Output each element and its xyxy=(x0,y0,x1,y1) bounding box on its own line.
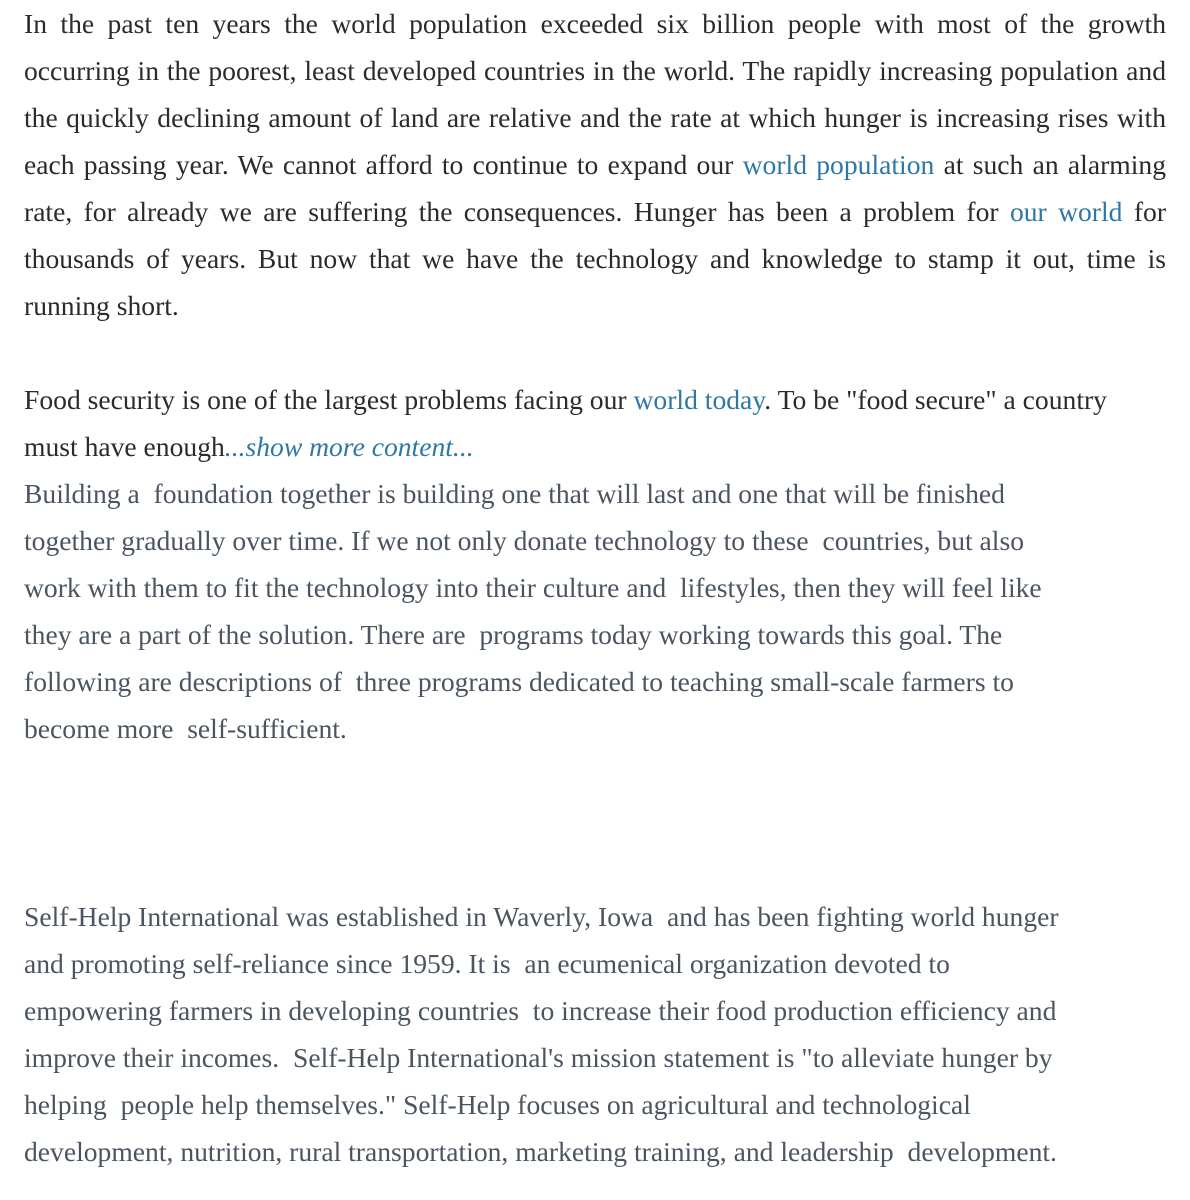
paragraph-population-text-1: In the past ten years the world population exceeded six billion people with most of the growth occurring in the poorest, least developed countries in the world. The rapidly increasing population and the quickly declining amount of land are relative and the rate at which hunger is increasing rises with each passing year. We cannot afford to continue to expand our xyxy=(24,8,1166,180)
paragraph-line: helping people help themselves." Self-Help focuses on agricultural and technological xyxy=(24,1089,971,1120)
paragraph-population-text-2: at such an alarming rate, for already we are suffering the consequences. Hunger has been a problem for xyxy=(24,149,1166,227)
paragraph-line: Building a foundation together is building one that will last and one that will be finished xyxy=(24,478,1005,509)
paragraph-line: following are descriptions of three programs dedicated to teaching small-scale farmers to xyxy=(24,666,1014,697)
paragraph-line: Self-Help International was established in Waverly, Iowa and has been fighting world hunger xyxy=(24,901,1059,932)
paragraph-line: improve their incomes. Self-Help International's mission statement is "to alleviate hunger by xyxy=(24,1042,1053,1073)
our-world-link[interactable]: our world xyxy=(1009,196,1123,227)
paragraph-line: together gradually over time. If we not only donate technology to these countries, but also xyxy=(24,525,1025,556)
paragraph-line: development, nutrition, rural transportation, marketing training, and leadership development. xyxy=(24,1136,1057,1167)
paragraph-population xyxy=(24,0,1166,329)
show-more-content-link[interactable]: ...show more content... xyxy=(224,431,474,462)
paragraph-population-text-3: for thousands of years. But now that we have the technology and knowledge to stamp it out, time is running short. xyxy=(24,196,1167,321)
paragraph-line: and promoting self-reliance since 1959. It is an ecumenical organization devoted to xyxy=(24,948,950,979)
paragraph-food-security-text-1: Food security is one of the largest problems facing our xyxy=(24,384,634,415)
paragraph-foundation xyxy=(24,470,1166,752)
paragraph-line: empowering farmers in developing countries to increase their food production efficiency and xyxy=(24,995,1057,1026)
paragraph-self-help xyxy=(24,893,1166,1175)
world-today-link[interactable]: world today xyxy=(633,384,765,415)
world-population-link[interactable]: world population xyxy=(742,149,935,180)
paragraph-food-security-text-2: . To be "food secure" a country must have enough xyxy=(24,384,1107,462)
paragraph-line: work with them to fit the technology into their culture and lifestyles, then they will feel like xyxy=(24,572,1042,603)
paragraph-food-security xyxy=(24,376,1166,470)
article-body xyxy=(24,0,1166,1175)
paragraph-line: become more self-sufficient. xyxy=(24,713,347,744)
paragraph-line: they are a part of the solution. There are programs today working towards this goal. The xyxy=(24,619,1003,650)
